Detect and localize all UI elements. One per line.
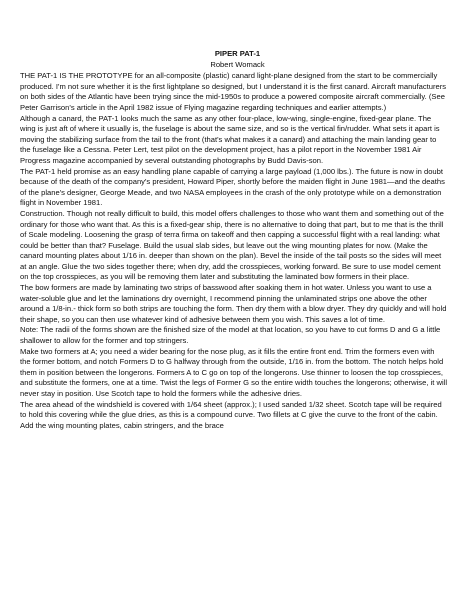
paragraph-construction: Construction. Though not really difficult to build, this model offers challenges to those who want them and something out of the ordinary for those who want that. As this is a fixed-gear ship, there is no alternative to doing that part, but to me that is the thrill of Scale modeling. Loosening the grasp of terra firma on takeoff and then capping a successful flight with a real landing: what could be better than that? Fuselage. Build the usual slab sides, but leave out the wing mounting plates for now. (Make the canard mounting plates about 1/16 in. deeper than shown on the plan). Bevel the inside of the tail posts so the sides will meet at an angle. Glue the two sides together there; when dry, add the crosspieces, working forward. Be sure to use model cement on the top crosspieces, as you will be removing them later and substituting the laminated bow formers in their place. bbox=[20, 208, 444, 282]
document-author: Robert Womack bbox=[210, 59, 265, 69]
paragraph-formers: Make two formers at A; you need a wider bearing for the nose plug, as it fills the entire front end. Trim the formers even with the former bottom, and notch Formers D to G halfway through from the outside, 1/16 in. from the bottom. The notch helps hold them in position between the longerons. Formers A to C go on top of the longerons. Use thinner to loosen the top crosspieces, and substitute the formers, one at a time. Twist the legs of Former G so the entire width touches the longerons; otherwise, it will never stay in position. Use Scotch tape to hold the formers while the adhesive dries. bbox=[20, 346, 448, 398]
paragraph-description: Although a canard, the PAT-1 looks much the same as any other four-place, low-wing, single-engine, fixed-gear plane. The wing is just aft of where it usually is, the fuselage is about the same size, and so is the vertical fin/rudder. What sets it apart is moving the stabilizing surface from the tail to the front (that's what makes it a canard) and attaching the main landing gear to the fuselage like a Cessna. Peter Lert, test pilot on the development project, has a pilot report in the November 1981 Air Progress magazine accompanied by several outstanding photographs by Budd Davis-son. bbox=[20, 113, 440, 165]
paragraph-note: Note: The radii of the forms shown are the finished size of the model at that location, so you have to cut forms D and G a little shallower to allow for the former and top stringers. bbox=[20, 325, 441, 346]
paragraph-windshield: The area ahead of the windshield is covered with 1/64 sheet (approx.); I used sanded 1/32 sheet. Scotch tape will be required to hold this covering while the glue dries, as this is a compound curve. Two fillets at C give the curve to the front of the cabin. Add the wing mounting plates, cabin stringers, and the brace bbox=[20, 399, 442, 430]
document-title: PIPER PAT-1 bbox=[214, 49, 261, 58]
paragraph-bow-formers: The bow formers are made by laminating two strips of basswood after soaking them in hot water. Unless you want to use a water-soluble glue and let the laminations dry overnight, I recommend pinning the unlaminated strips one above the other around a 1/8-in.- thick form so both strips are touching the form. Then dry them with a blow dryer. They dry quickly and will hold their shape, so you can then use whatever kind of adhesive between them you wish. This saves a lot of time. bbox=[20, 283, 447, 324]
paragraph-intro: THE PAT-1 IS THE PROTOTYPE for an all-composite (plastic) canard light-plane designed from the start to be commercially produced. I'm not sure whether it is the first lightplane so designed, but I understand it is the first canard. Aircraft manufacturers on both sides of the Atlantic have been trying since the mid-1950s to produce a powered composite aircraft commercially. (See Peter Garrison's article in the April 1982 issue of Flying magazine regarding techniques and earlier attempts.) bbox=[20, 71, 447, 112]
paragraph-history: The PAT-1 held promise as an easy handling plane capable of carrying a large payload (1,000 lbs.). The future is now in doubt because of the death of the company's president, Howard Piper, shortly before the maiden flight in June 1981—and the deaths of the plane's designer, George Meade, and two NASA employees in the crash of the only prototype while on a demonstration flight in November 1981. bbox=[20, 166, 445, 208]
document-body bbox=[20, 49, 447, 431]
